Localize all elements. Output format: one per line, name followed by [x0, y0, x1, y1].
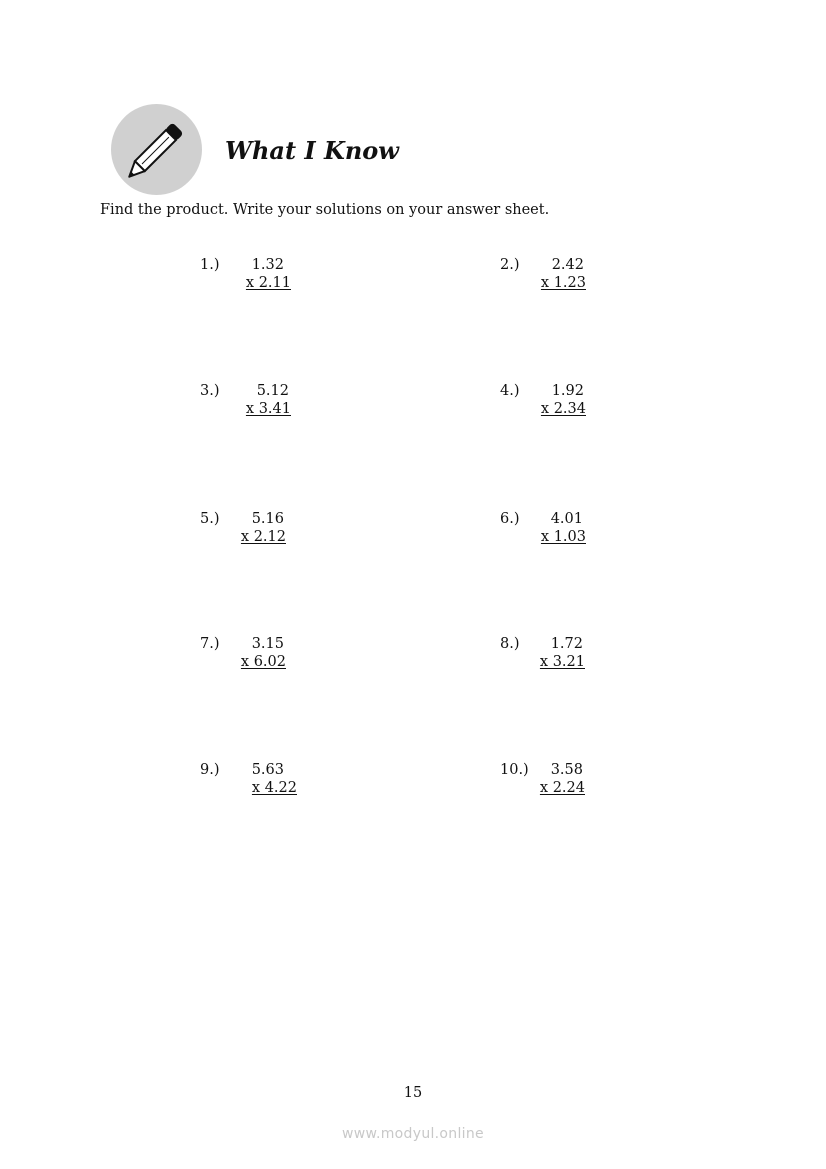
pencil-drawing [111, 104, 202, 195]
problem-item [500, 256, 586, 296]
multiplicand: 3.15 [251, 636, 284, 652]
problem-item [500, 761, 585, 801]
multiplicand: 5.63 [251, 762, 284, 778]
multiplier: x 2.12 [240, 529, 286, 545]
problem-item [200, 256, 291, 296]
multiplicand: 3.58 [550, 762, 583, 778]
instructions-text: Find the product. Write your solutions on your answer sheet. [100, 202, 550, 218]
multiplicand: 5.16 [251, 511, 284, 527]
multiplier: x 2.11 [245, 275, 291, 291]
pencil-icon [111, 104, 202, 195]
multiplicand: 1.32 [251, 257, 284, 273]
problem-number: 4.) [500, 383, 520, 399]
problem-number: 1.) [200, 257, 220, 273]
problem-item [500, 382, 586, 422]
problem-number: 3.) [200, 383, 220, 399]
problem-number: 7.) [200, 636, 220, 652]
problem-item [500, 635, 585, 675]
multiplicand: 1.72 [550, 636, 583, 652]
multiplier: x 3.21 [539, 654, 585, 670]
page-number: 15 [403, 1085, 423, 1101]
watermark-text: www.modyul.online [342, 1126, 484, 1142]
multiplicand: 2.42 [551, 257, 584, 273]
multiplier: x 1.23 [540, 275, 586, 291]
multiplier: x 2.24 [539, 780, 585, 796]
problem-number: 6.) [500, 511, 520, 527]
multiplier: x 3.41 [245, 401, 291, 417]
multiplicand: 5.12 [256, 383, 289, 399]
multiplicand: 4.01 [550, 511, 583, 527]
problem-number: 2.) [500, 257, 520, 273]
problem-item [200, 635, 286, 675]
problem-number: 10.) [500, 762, 529, 778]
multiplier: x 6.02 [240, 654, 286, 670]
problem-item [200, 761, 297, 801]
multiplier: x 2.34 [540, 401, 586, 417]
problem-item [200, 510, 286, 550]
problem-number: 5.) [200, 511, 220, 527]
problem-number: 8.) [500, 636, 520, 652]
problem-number: 9.) [200, 762, 220, 778]
multiplier: x 4.22 [251, 780, 297, 796]
problem-item [500, 510, 586, 550]
multiplier: x 1.03 [540, 529, 586, 545]
section-title: What I Know [225, 136, 399, 165]
problem-item [200, 382, 291, 422]
multiplicand: 1.92 [551, 383, 584, 399]
